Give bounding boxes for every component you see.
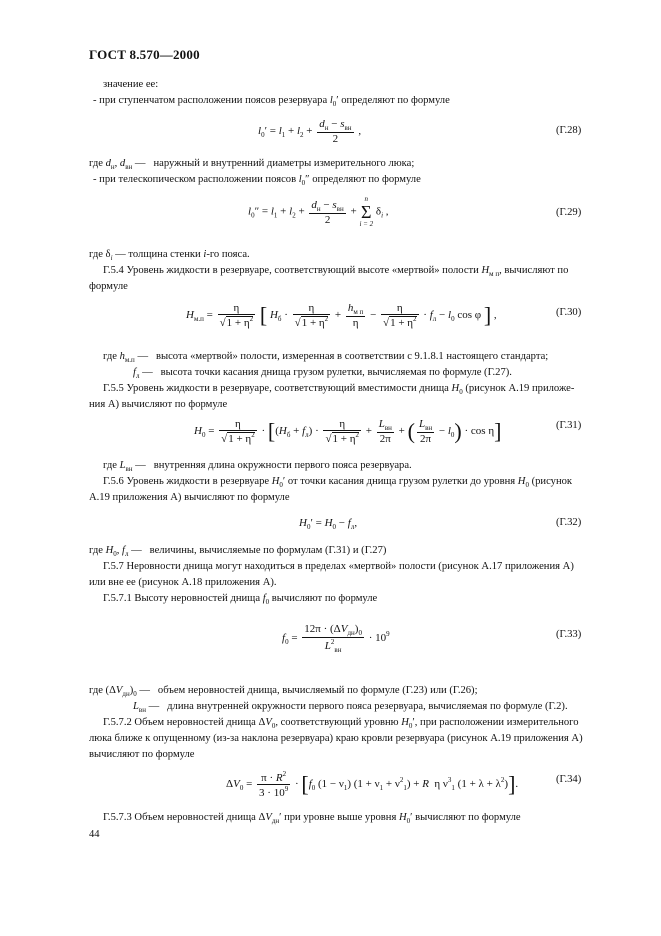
text-line: Г.5.7.1 Высоту неровностей днища $f_0$ вычисляют по формуле — [103, 593, 378, 606]
text-line: где $\delta_i$ — толщина стенки i-го пояса. — [89, 249, 250, 262]
text-line: вычисляют по формуле — [89, 749, 195, 760]
text-line: Г.5.7.2 Объем неровностей днища $\Delta V_0$, соответствующий уровню $H_0'$, при расположении измерительного — [103, 717, 579, 730]
text-line: $L_{вн}$ — длина внутренней окружности первого пояса резервуара, вычисляемая по формуле (Г.2). — [133, 701, 568, 714]
text-line: - при телескопическом расположении поясов $l_0''$ определяют по формуле — [93, 174, 421, 187]
equation-number: (Г.32) — [556, 517, 582, 528]
text-line: Г.5.4 Уровень жидкости в резервуаре, соответствующий высоте «мертвой» полости $H_{м п}$, вычисляют по — [103, 265, 569, 278]
text-line: где $d_н$, $d_{вн}$ — наружный и внутренний диаметры измерительного люка; — [89, 158, 415, 171]
text-line: А.19 приложения А) вычисляют по формуле — [89, 492, 290, 503]
text-line: ния А) вычисляют по формуле — [89, 399, 228, 410]
text-line: Г.5.5 Уровень жидкости в резервуаре, соответствующий вместимости днища $H_0$ (рисунок А.19 приложе- — [103, 383, 575, 396]
text-line: Г.5.6 Уровень жидкости в резервуаре $H_0'$ от точки касания днища грузом рулетки до уровня $H_0$ (рисунок — [103, 476, 573, 489]
equation-number: (Г.31) — [556, 420, 582, 431]
text-line: где $L_{вн}$ — внутренняя длина окружности первого пояса резервуара. — [103, 460, 412, 473]
equation-number: (Г.28) — [556, 125, 582, 136]
text-line: где $(\Delta V_{дн})_0$ — объем неровностей днища, вычисляемый по формуле (Г.23) или (Г.26); — [89, 685, 478, 698]
formula-g29: $l_0'' = l_1 + l_2$ + $\frac{d_н - s_{вн}}{2}$ + n Σ i = 2 $\delta_i$ , — [248, 195, 389, 228]
formula-g28: $l_0' = l_1 + l_2$ + $\frac{d_н - s_{вн}}{2}$ , — [258, 118, 362, 145]
text-line: Г.5.7 Неровности днища могут находиться в пределах «мертвой» полости (рисунок А.17 приложения А) — [103, 561, 574, 572]
document-header: ГОСТ 8.570—2000 — [89, 47, 200, 62]
formula-g34: $\Delta V_0$ = $\frac{\pi \cdot R^2}{3 \cdot 10^9}$ · [$f_0$ $(1 - \nu_1)$ $(1 + \nu_1 + \nu^2_1) + R$ η $\nu^3_1$ $(1 + \lambda + \lambda^2)$]. — [226, 770, 519, 799]
page-number: 44 — [89, 829, 100, 840]
equation-number: (Г.33) — [556, 629, 582, 640]
text-line: $f_л$ — высота точки касания днища грузом рулетки, вычисляемая по формуле (Г.27). — [133, 367, 512, 380]
text-line: значение ее: — [103, 79, 159, 90]
text-line: где $H_0$, $f_л$ — величины, вычисляемые по формулам (Г.31) и (Г.27) — [89, 545, 387, 558]
equation-number: (Г.30) — [556, 307, 582, 318]
formula-g32: $H_0' = H_0 - f_л$, — [299, 517, 358, 531]
text-line: люка ближе к опущенному (из-за наклона резервуара) краю кровли резервуара (рисунок А.19 приложения А) — [89, 733, 583, 744]
text-line: формуле — [89, 281, 128, 292]
formula-g30: $H_{м.п}$ = $\frac{\eta}{√1 + \eta^2}$ [ $H_б$ · $\frac{\eta}{√1 + \eta^2}$ + $\frac{h_{м п}}{\eta}$ − $\frac{\eta}{√1 + \eta^2}$ · $f_л - l_0$ cos φ ] , — [186, 302, 497, 329]
equation-number: (Г.34) — [556, 774, 582, 785]
equation-number: (Г.29) — [556, 207, 582, 218]
formula-g33: $f_0$ = $\frac{12\pi \cdot (\Delta V_{дн})_0}{L^2_{вн}}$ · $10^9$ — [282, 623, 390, 654]
text-line: или вне ее (рисунок А.18 приложения А). — [89, 577, 277, 588]
text-line: - при ступенчатом расположении поясов резервуара $l_0'$ определяют по формуле — [93, 95, 450, 108]
text-line: где $h_{м.п}$ — высота «мертвой» полости, измеренная в соответствии с 9.1.8.1 настоящего стандарта; — [103, 351, 549, 364]
text-line: Г.5.7.3 Объем неровностей днища $\Delta V_{дн}'$ при уровне выше уровня $H_0'$ вычисляют по формуле — [103, 812, 521, 825]
formula-g31: $H_0$ = $\frac{\eta}{√1 + \eta^2}$ · [$(H_б + f_л)$ · $\frac{\eta}{√1 + \eta^2}$ + $\frac{L_{вн}}{2\pi}$ + ( $\frac{L_{вн}}{2\pi}$ − $l_0) \cdot \cos \eta$] — [194, 418, 502, 445]
